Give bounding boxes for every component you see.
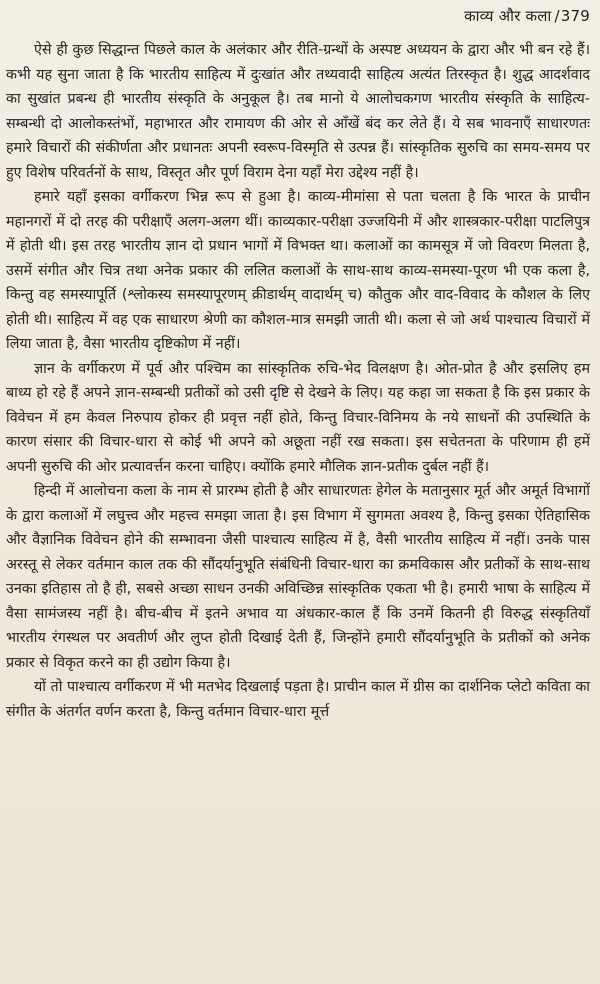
paragraph-5 [6, 675, 590, 724]
paragraph-4-text: हिन्दी में आलोचना कला के नाम से प्रारम्भ होती है और साधारणतः हेगेल के मतानुसार मूर्त और अमूर्त विभागों के द्वारा कलाओं में लघुत्त्व और महत्त्व समझा जाता है। इस विभाग में सुगमता अवश्य है, किन्तु इसका ऐतिहासिक और वैज्ञानिक विवेचन होने की सम्भावना जैसी पाश्चात्य साहित्य में है, वैसी भारतीय साहित्य में नहीं। उनके पास अरस्तू से लेकर वर्तमान काल तक की सौंदर्यानुभूति संबंधिनी विचार-धारा का क्रमविकास और प्रतीकों के साथ-साथ उनका इतिहास तो है ही, सबसे अच्छा साधन उनकी अविच्छिन्न सांस्कृतिक एकता भी है। हमारी भाषा के साहित्य में वैसा सामंजस्य नहीं है। बीच-बीच में इतने अभाव या अंधकार-काल हैं कि उनमें कितनी ही विरुद्ध संस्कृतियाँ भारतीय रंगस्थल पर अवतीर्ण और लुप्त होती दिखाई देती हैं, जिन्होंने हमारी सौंदर्यानुभूति के प्रतीकों को अनेक प्रकार से विकृत करने का ही उद्योग किया है। [6, 483, 590, 671]
page-number: 379 [560, 7, 590, 25]
paragraph-1-text: ऐसे ही कुछ सिद्धान्त पिछले काल के अलंकार और रीति-ग्रन्थों के अस्पष्ट अध्ययन के द्वारा और भी बन रहे हैं। कभी यह सुना जाता है कि भारतीय साहित्य में दुःखांत और तथ्यवादी साहित्य अत्यंत तिरस्कृत है। शुद्ध आदर्शवाद का सुखांत प्रबन्ध ही भारतीय संस्कृति के अनुकूल है। तब मानो ये आलोचकगण भारतीय संस्कृति के साहित्य-सम्बन्धी दो आलोकस्तंभों, महाभारत और रामायण की ओर से आँखें बंद कर लेते हैं। ये सब भावनाएँ साधारणतः हमारे विचारों की संकीर्णता और प्रधानतः अपनी स्वरूप-विस्मृति से उत्पन्न हैं। सांस्कृतिक सुरुचि का समय-समय पर हुए विशेष परिवर्तनों के साथ, विस्तृत और पूर्ण विराम देना यहाँ मेरा उद्देश्य नहीं है। [6, 42, 590, 181]
title-page-separator: / [554, 7, 560, 25]
chapter-title: काव्य और कला [464, 7, 552, 25]
paragraph-3 [6, 357, 590, 480]
paragraph-3-text: ज्ञान के वर्गीकरण में पूर्व और पश्चिम का सांस्कृतिक रुचि-भेद विलक्षण है। ओत-प्रोत है और इसलिए हम बाध्य हो रहे हैं अपने ज्ञान-सम्बन्धी प्रतीकों को उसी दृष्टि से देखने के लिए। यह कहा जा सकता है कि इस प्रकार के विवेचन में हम केवल निरुपाय होकर ही प्रवृत्त नहीं होते, किन्तु विचार-विनिमय के नये साधनों की उपस्थिति के कारण संसार की विचार-धारा से कोई भी अपने को अछूता नहीं रख सकता। इस सचेतनता के परिणाम ही हमें अपनी सुरुचि की ओर प्रत्यावर्त्तन करना चाहिए। क्योंकि हमारे मौलिक ज्ञान-प्रतीक दुर्बल नहीं हैं। [6, 360, 590, 475]
body-text [6, 38, 590, 724]
paragraph-2 [6, 185, 590, 357]
paragraph-1 [6, 38, 590, 185]
paragraph-2-text: हमारे यहाँ इसका वर्गीकरण भिन्न रूप से हुआ है। काव्य-मीमांसा से पता चलता है कि भारत के प्राचीन महानगरों में दो तरह की परीक्षाएँ अलग-अलग थीं। काव्यकार-परीक्षा उज्जयिनी में और शास्त्रकार-परीक्षा पाटलिपुत्र में होती थी। इस तरह भारतीय ज्ञान दो प्रधान भागों में विभक्त था। कलाओं का कामसूत्र में जो विवरण मिलता है, उसमें संगीत और चित्र तथा अनेक प्रकार की ललित कलाओं के साथ-साथ काव्य-समस्या-पूरण भी एक कला है, किन्तु वह समस्यापूर्ति (श्लोकस्य समस्यापूरणम् क्रीडार्थम् वादार्थम् च) कौतुक और वाद-विवाद के कौशल के लिए होती थी। साहित्य में वह एक साधारण श्रेणी का कौशल-मात्र समझी जाती थी। कला से जो अर्थ पाश्चात्य विचारों में लिया जाता है, वैसा भारतीय दृष्टिकोण में नहीं। [6, 189, 590, 352]
paragraph-5-text: यों तो पाश्चात्य वर्गीकरण में भी मतभेद दिखलाई पड़ता है। प्राचीन काल में ग्रीस का दार्शनिक प्लेटो कविता का संगीत के अंतर्गत वर्णन करता है, किन्तु वर्तमान विचार-धारा मूर्त्त [6, 679, 591, 720]
running-head [6, 6, 590, 32]
paragraph-4 [6, 479, 590, 675]
